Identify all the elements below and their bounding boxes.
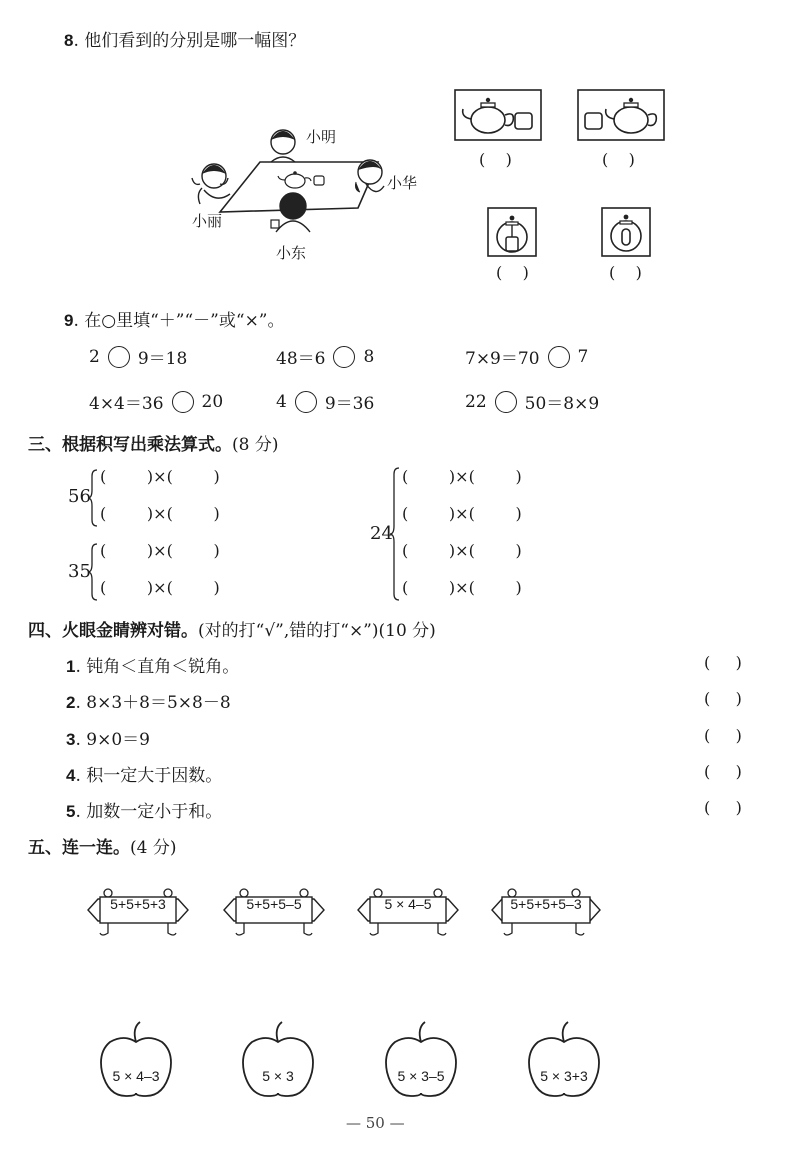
eq-right: 7 (577, 346, 589, 367)
eq-left: 48＝6 (276, 349, 326, 369)
view-option-c (487, 207, 537, 257)
brace-56 (87, 468, 99, 528)
eq-right: 9＝18 (137, 349, 188, 369)
q9-equation-2 (276, 344, 374, 369)
section-4-heading: 四、火眼金睛辨对错。 (28, 621, 198, 641)
tag-label: 5+5+5+3 (110, 896, 166, 912)
eq-left: 22 (465, 391, 487, 412)
judge-number: 3 (66, 730, 76, 749)
q9-equation-4 (89, 389, 223, 414)
table-teapot (285, 174, 305, 188)
section-3-score: (8 分) (232, 435, 279, 455)
label-xiaoli: 小丽 (192, 212, 223, 230)
section-5-score: (4 分) (130, 838, 177, 858)
page-number: — 50 — (346, 1114, 405, 1132)
operator-circle[interactable] (172, 391, 194, 413)
apple-label: 5 × 3–5 (397, 1068, 445, 1084)
view-d-answer-blank[interactable]: ( ) (609, 263, 642, 282)
blank-pair-24-c[interactable]: ( )×( ) (402, 541, 522, 560)
section-4-title (28, 616, 436, 641)
apple-icon (240, 1018, 316, 1100)
judge-text: . 积一定大于因数。 (75, 766, 223, 786)
q9-number: 9 (64, 311, 74, 330)
judge-item-1 (66, 652, 239, 677)
brace-35 (87, 542, 99, 602)
hanging-tag-shape (82, 887, 194, 939)
apple-4[interactable] (526, 1018, 602, 1100)
blank-pair-24-d[interactable]: ( )×( ) (402, 578, 522, 597)
tag-1[interactable] (82, 887, 194, 939)
section-3-title (28, 430, 278, 455)
judge-number: 2 (66, 693, 76, 712)
section-4-note: (对的打“√”,错的打“×”)(10 分) (198, 621, 436, 641)
apple-3[interactable] (383, 1018, 459, 1100)
hanging-tag-shape (218, 887, 330, 939)
judge-text: . 9×0＝9 (75, 730, 150, 750)
eq-left: 2 (89, 346, 100, 367)
hanging-tag-shape (352, 887, 464, 939)
blank-pair-35-b[interactable]: ( )×( ) (100, 578, 220, 597)
q8-text: . 他们看到的分别是哪一幅图？ (73, 31, 306, 51)
q8-number: 8 (64, 31, 74, 50)
eq-left: 4 (276, 391, 287, 412)
judge-item-3 (66, 725, 150, 750)
judge-item-2 (66, 688, 231, 713)
q9-equation-5 (276, 389, 374, 414)
view-option-a (454, 89, 542, 141)
judge-blank-4[interactable]: ( ) (704, 762, 742, 781)
blank-pair-24-b[interactable]: ( )×( ) (402, 504, 522, 523)
product-35: 35 (68, 561, 91, 582)
blank-pair-56-b[interactable]: ( )×( ) (100, 504, 220, 523)
label-xiaodong: 小东 (276, 244, 307, 262)
judge-blank-3[interactable]: ( ) (704, 726, 742, 745)
view-a-answer-blank[interactable]: ( ) (479, 150, 512, 169)
q8-title (64, 26, 305, 51)
section-5-title (28, 833, 176, 858)
tag-3[interactable] (352, 887, 464, 939)
apple-2[interactable] (240, 1018, 316, 1100)
apple-icon (383, 1018, 459, 1100)
judge-number: 4 (66, 766, 76, 785)
eq-right: 9＝36 (324, 394, 375, 414)
view-c-answer-blank[interactable]: ( ) (496, 263, 529, 282)
eq-right: 20 (201, 391, 224, 412)
hanging-tag-shape (488, 887, 604, 939)
kid-xiaoming (271, 130, 295, 162)
judge-blank-2[interactable]: ( ) (704, 689, 742, 708)
q9-title (64, 306, 285, 331)
table-cup (314, 176, 324, 185)
q9-equation-3 (465, 344, 588, 369)
operator-circle[interactable] (108, 346, 130, 368)
q9-equation-6 (465, 389, 599, 414)
judge-number: 5 (66, 802, 76, 821)
judge-blank-5[interactable]: ( ) (704, 798, 742, 817)
brace-24 (389, 466, 401, 602)
judge-item-5 (66, 797, 222, 822)
operator-circle[interactable] (333, 346, 355, 368)
eq-left: 4×4＝36 (89, 394, 164, 414)
tag-label: 5 × 4–5 (384, 896, 432, 912)
tag-label: 5+5+5+5–3 (510, 896, 582, 912)
apple-label: 5 × 3+3 (540, 1068, 588, 1084)
eq-left: 7×9＝70 (465, 349, 540, 369)
operator-circle[interactable] (295, 391, 317, 413)
apple-label: 5 × 3 (262, 1068, 294, 1084)
judge-text: . 加数一定小于和。 (75, 802, 223, 822)
q9-text: . 在○里填“＋”“－”或“×”。 (73, 311, 285, 331)
judge-blank-1[interactable]: ( ) (704, 653, 742, 672)
eq-right: 8 (363, 346, 375, 367)
tag-label: 5+5+5–5 (246, 896, 302, 912)
q9-equation-1 (89, 344, 187, 369)
operator-circle[interactable] (548, 346, 570, 368)
apple-label: 5 × 4–3 (112, 1068, 160, 1084)
product-24: 24 (370, 523, 393, 544)
blank-pair-35-a[interactable]: ( )×( ) (100, 541, 220, 560)
apple-icon (98, 1018, 174, 1100)
judge-text: . 8×3＋8＝5×8－8 (75, 693, 231, 713)
product-56: 56 (68, 486, 91, 507)
section-3-heading: 三、根据积写出乘法算式。 (28, 435, 232, 455)
view-b-answer-blank[interactable]: ( ) (602, 150, 635, 169)
judge-text: . 钝角＜直角＜锐角。 (75, 657, 240, 677)
kid-xiaoli (192, 164, 230, 204)
eq-right: 50＝8×9 (524, 394, 600, 414)
section-5-heading: 五、连一连。 (28, 838, 130, 858)
operator-circle[interactable] (495, 391, 517, 413)
blank-pair-24-a[interactable]: ( )×( ) (402, 467, 522, 486)
apple-1[interactable] (98, 1018, 174, 1100)
apple-icon (526, 1018, 602, 1100)
view-option-d (601, 207, 651, 257)
tag-4[interactable] (488, 887, 604, 939)
view-option-b (577, 89, 665, 141)
judge-number: 1 (66, 657, 76, 676)
blank-pair-56-a[interactable]: ( )×( ) (100, 467, 220, 486)
label-xiaohua: 小华 (387, 174, 418, 192)
judge-item-4 (66, 761, 222, 786)
label-xiaoming: 小明 (306, 128, 337, 146)
tag-2[interactable] (218, 887, 330, 939)
